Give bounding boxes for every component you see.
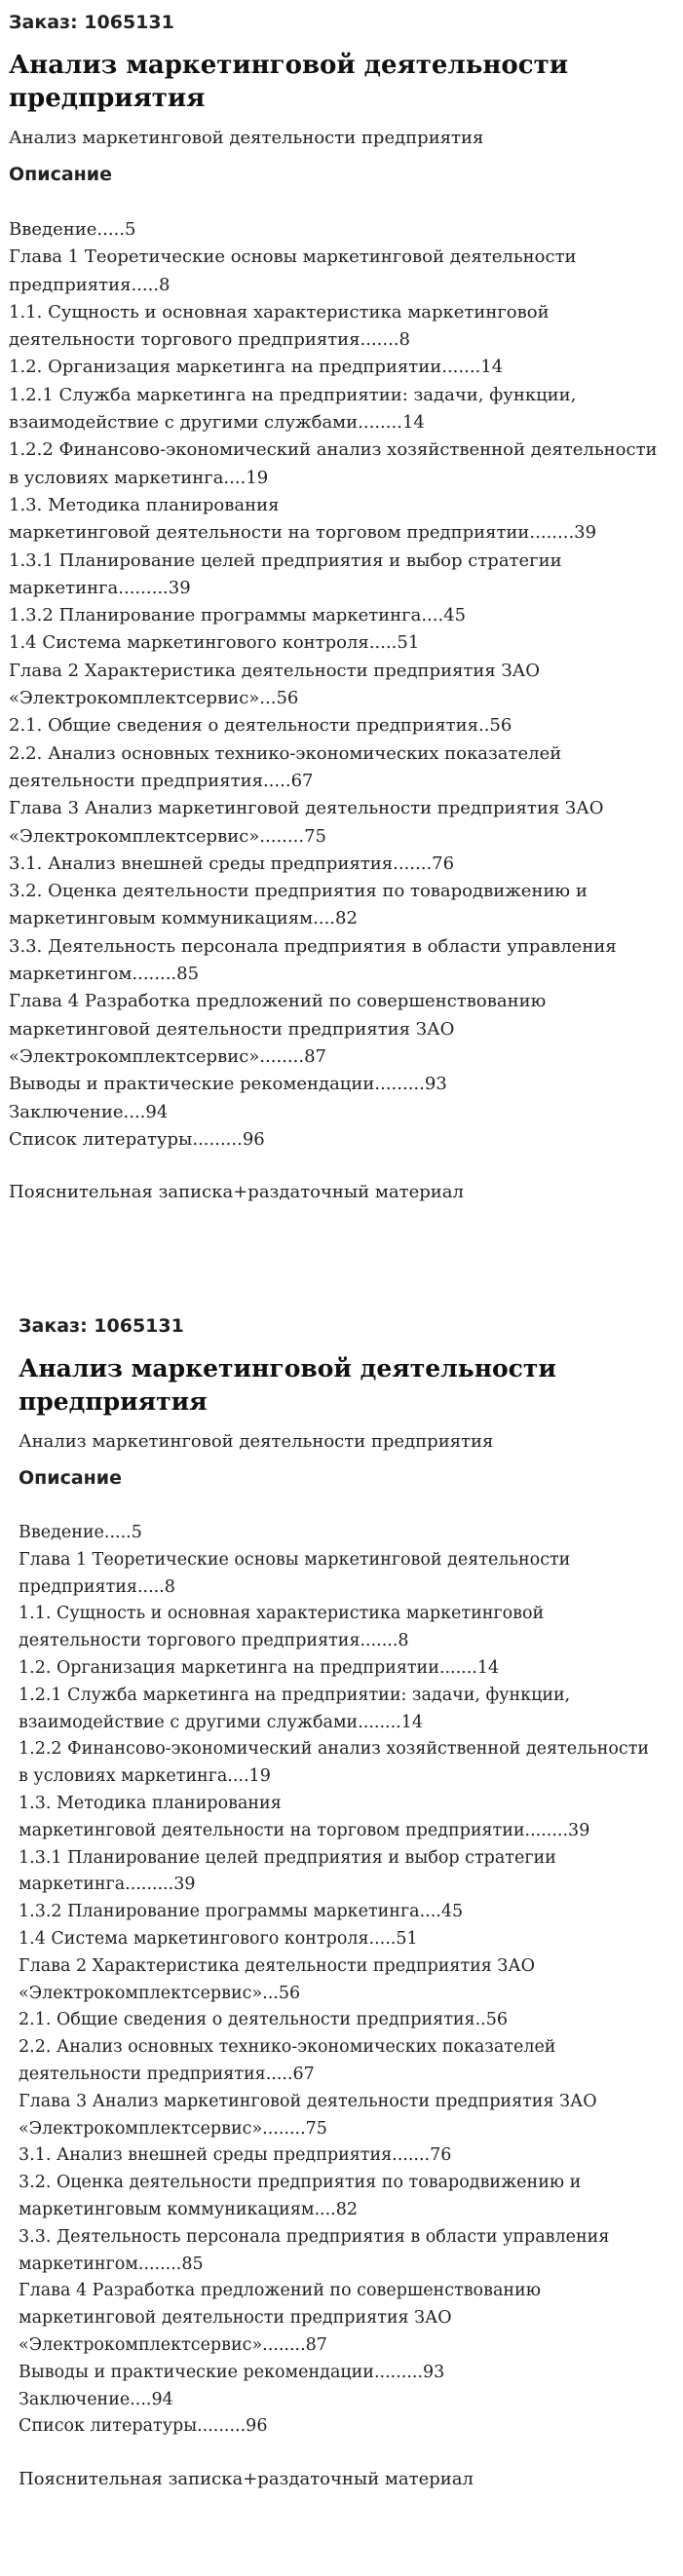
document-block-2: [0, 1304, 683, 2491]
toc-line: 3.1. Анализ внешней среды предприятия.......76: [19, 2145, 452, 2166]
page-title: Анализ маркетинговой деятельности предприятия: [9, 51, 568, 113]
toc-line: 3.3. Деятельность персонала предприятия в области управления: [19, 2226, 610, 2247]
toc-line: маркетинговой деятельности на торговом предприятии........39: [19, 1820, 590, 1840]
table-of-contents: [9, 216, 673, 1154]
toc-line: «Электрокомплектсервис»...56: [19, 1983, 301, 2003]
toc-line: 1.4 Система маркетингового контроля.....51: [9, 632, 420, 654]
toc-line: 1.1. Сущность и основная характеристика маркетинговой: [9, 301, 550, 322]
toc-line: «Электрокомплектсервис»...56: [9, 688, 299, 709]
toc-line: в условиях маркетинга....19: [9, 467, 269, 488]
toc-line: «Электрокомплектсервис»........87: [19, 2334, 327, 2355]
toc-line: маркетинговой деятельности предприятия ЗАО: [9, 1018, 455, 1040]
toc-line: 1.2.1 Служба маркетинга на предприятии: задачи, функции,: [9, 384, 577, 405]
toc-line: 1.4 Система маркетингового контроля.....51: [19, 1928, 418, 1949]
toc-line: 1.3. Методика планирования: [19, 1793, 282, 1813]
toc-line: маркетинга.........39: [9, 577, 191, 598]
description-heading: Описание: [19, 1467, 123, 1489]
toc-line: взаимодействие с другими службами........14: [9, 412, 425, 434]
toc-line: Глава 1 Теоретические основы маркетинговой деятельности: [19, 1549, 571, 1570]
toc-line: Глава 2 Характеристика деятельности предприятия ЗАО: [19, 1955, 535, 1976]
toc-line: в условиях маркетинга....19: [19, 1766, 271, 1787]
toc-line: маркетинга.........39: [19, 1875, 196, 1895]
toc-line: «Электрокомплектсервис»........75: [19, 2118, 327, 2139]
toc-line: 1.3. Методика планирования: [9, 494, 280, 515]
toc-line: Заключение....94: [9, 1101, 169, 1122]
order-number: Заказ: 1065131: [9, 12, 174, 33]
toc-line: маркетинговой деятельности на торговом предприятии........39: [9, 522, 597, 544]
toc-line: 3.2. Оценка деятельности предприятия по товародвижению и: [19, 2173, 582, 2193]
toc-line: 1.2.2 Финансово-экономический анализ хозяйственной деятельности: [9, 439, 658, 461]
toc-line: 1.2. Организация маркетинга на предприятии.......14: [19, 1657, 500, 1678]
toc-line: Глава 2 Характеристика деятельности предприятия ЗАО: [9, 660, 541, 681]
toc-line: Введение.....5: [9, 219, 136, 240]
toc-line: предприятия.....8: [19, 1576, 175, 1597]
toc-line: 1.2. Организация маркетинга на предприятии.......14: [9, 357, 504, 378]
toc-line: Список литературы.........96: [9, 1128, 265, 1150]
toc-line: 3.3. Деятельность персонала предприятия в области управления: [9, 935, 617, 957]
toc-line: Список литературы.........96: [19, 2416, 268, 2437]
toc-line: 2.2. Анализ основных технико-экономических показателей: [19, 2037, 556, 2058]
toc-line: маркетинговой деятельности предприятия ЗАО: [19, 2308, 452, 2329]
toc-line: Глава 3 Анализ маркетинговой деятельности предприятия ЗАО: [19, 2091, 597, 2111]
toc-line: маркетинговым коммуникациям....82: [19, 2199, 358, 2219]
toc-line: Введение.....5: [19, 1523, 142, 1542]
toc-line: 1.2.2 Финансово-экономический анализ хозяйственной деятельности: [19, 1739, 650, 1760]
toc-line: 1.3.2 Планирование программы маркетинга....45: [9, 605, 467, 626]
toc-line: Глава 4 Разработка предложений по совершенствованию: [19, 2281, 541, 2301]
toc-line: маркетинговым коммуникациям....82: [9, 908, 358, 929]
table-of-contents: [19, 1520, 673, 2441]
toc-line: деятельности торгового предприятия.......8: [19, 1631, 409, 1651]
toc-line: «Электрокомплектсервис»........75: [9, 825, 326, 847]
toc-line: Глава 3 Анализ маркетинговой деятельности предприятия ЗАО: [9, 798, 604, 819]
toc-line: 3.1. Анализ внешней среды предприятия.......76: [9, 852, 455, 874]
toc-line: 3.2. Оценка деятельности предприятия по товародвижению и: [9, 881, 588, 902]
toc-line: 2.2. Анализ основных технико-экономических показателей: [9, 742, 562, 764]
toc-line: 2.1. Общие сведения о деятельности предприятия..56: [9, 715, 512, 737]
toc-line: 1.1. Сущность и основная характеристика маркетинговой: [19, 1604, 545, 1624]
subtitle: Анализ маркетинговой деятельности предприятия: [9, 128, 484, 148]
toc-line: Выводы и практические рекомендации.........93: [9, 1074, 447, 1095]
footer-note: Пояснительная записка+раздаточный материал: [9, 1182, 464, 1203]
toc-line: 1.3.1 Планирование целей предприятия и выбор стратегии: [9, 549, 562, 571]
toc-line: Глава 1 Теоретические основы маркетинговой деятельности: [9, 246, 577, 268]
order-number: Заказ: 1065131: [19, 1315, 184, 1337]
toc-line: «Электрокомплектсервис»........87: [9, 1045, 326, 1067]
toc-line: 2.1. Общие сведения о деятельности предприятия..56: [19, 2010, 508, 2030]
toc-line: маркетингом........85: [19, 2254, 204, 2274]
toc-line: 1.3.2 Планирование программы маркетинга....45: [19, 1902, 464, 1922]
toc-line: деятельности предприятия.....67: [19, 2064, 315, 2084]
footer-note: Пояснительная записка+раздаточный материал: [19, 2469, 474, 2490]
toc-line: маркетингом........85: [9, 964, 200, 985]
page-title: Анализ маркетинговой деятельности предприятия: [19, 1354, 556, 1416]
toc-line: деятельности предприятия.....67: [9, 770, 314, 791]
description-heading: Описание: [9, 164, 113, 185]
toc-line: 1.2.1 Служба маркетинга на предприятии: задачи, функции,: [19, 1685, 571, 1705]
toc-line: Заключение....94: [19, 2389, 173, 2409]
toc-line: 1.3.1 Планирование целей предприятия и выбор стратегии: [19, 1847, 556, 1868]
toc-line: деятельности торгового предприятия.......8: [9, 329, 411, 351]
document-block-1: [0, 0, 683, 1204]
toc-line: взаимодействие с другими службами........14: [19, 1712, 423, 1732]
toc-line: предприятия.....8: [9, 274, 171, 295]
toc-line: Глава 4 Разработка предложений по совершенствованию: [9, 991, 547, 1012]
toc-line: Выводы и практические рекомендации.........93: [19, 2362, 445, 2382]
subtitle: Анализ маркетинговой деятельности предприятия: [19, 1431, 494, 1452]
